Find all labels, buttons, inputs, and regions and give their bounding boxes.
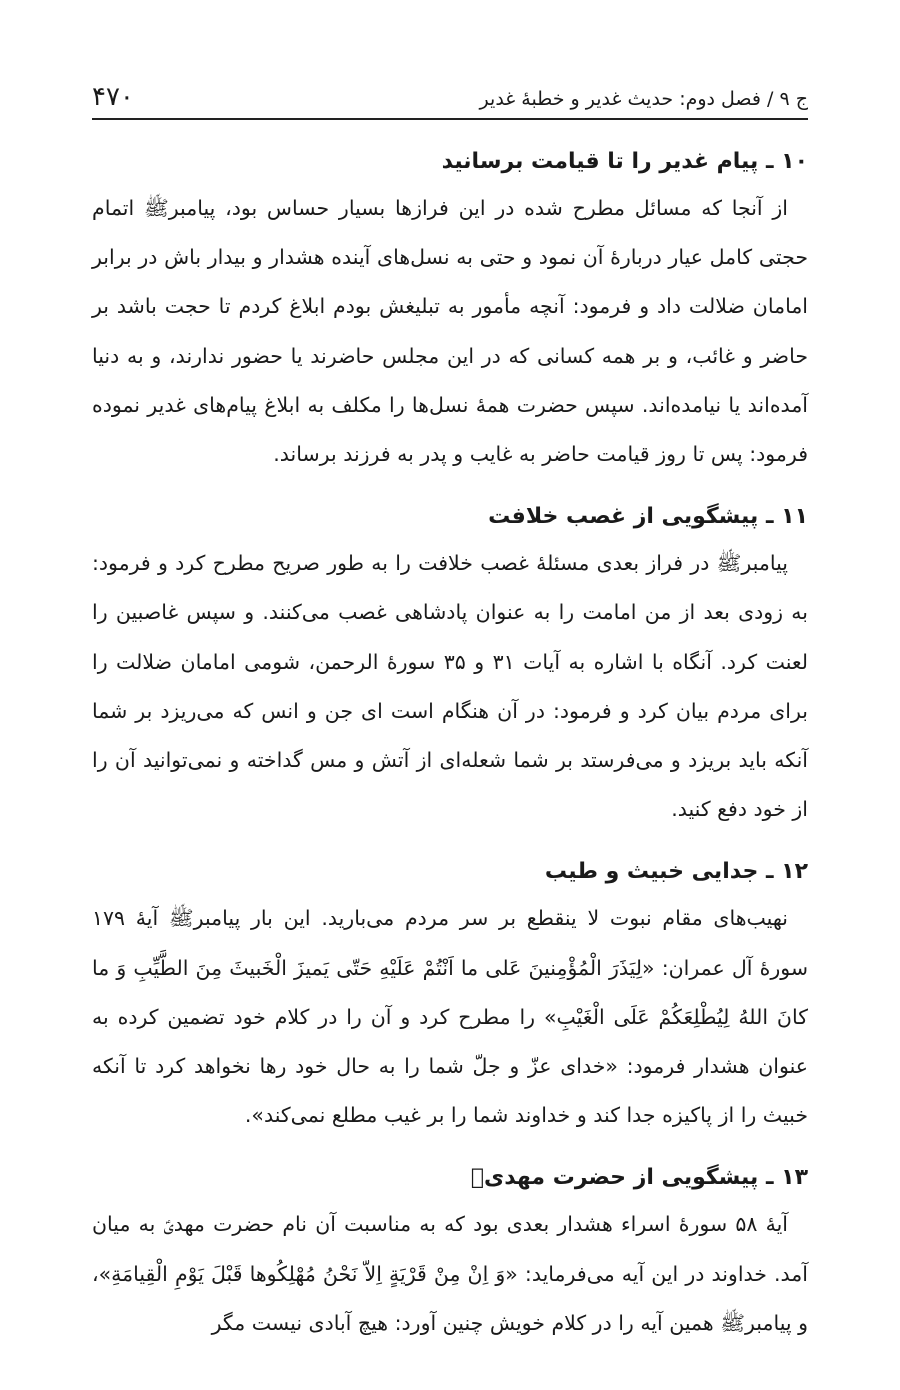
section-heading: ۱۱ ـ پیشگویی از غصب خلافت	[488, 504, 808, 530]
section-paragraph: از آنجا که مسائل مطرح شده در این فرازها بسیار حساس بود، پیامبرﷺ اتمام حجتی کامل عیار دربارهٔ آن نمود و حتی به نسل‌های آینده هشدار و بیدار باش در برابر امامان ضلالت داد و فرمود: آنچه مأمور به تبلیغش بودم ابلاغ کردم تا حجت باشد بر حاضر و غائب، و بر همه کسانی که در این مجلس حاضرند یا حضور ندارند، و به دنیا آمده‌اند یا نیامده‌اند. سپس حضرت همهٔ نسل‌ها را مکلف به ابلاغ پیام‌های غدیر نموده فرمود: پس تا روز قیامت حاضر به غایب و پدر به فرزند برساند.	[92, 196, 808, 467]
section-heading: ۱۰ ـ پیام غدیر را تا قیامت برسانید	[441, 149, 808, 174]
page-content	[92, 140, 808, 1364]
section-paragraph: پیامبرﷺ در فراز بعدی مسئلهٔ غصب خلافت را به طور صریح مطرح کرد و فرمود: به زودی بعد از من امامت را به عنوان پادشاهی غصب می‌کنند. و سپس غاصبین را لعنت کرد. آنگاه با اشاره به آیات ۳۱ و ۳۵ سورهٔ الرحمن، شومی امامان ضلالت را برای مردم بیان کرد و فرمود: در آن هنگام است ای جن و انس که می‌ریزد بر شما آنکه باید بریزد و می‌فرستد بر شما شعله‌ای از آتش و مس گداخته و نمی‌توانید آن را از خود دفع کنید.	[92, 551, 809, 822]
section-heading: ۱۲ ـ جدایی خبیث و طیب	[544, 859, 808, 885]
page-header	[92, 72, 808, 120]
section-paragraph: آیهٔ ۵۸ سورهٔ اسراء هشدار بعدی بود که به مناسبت آن نام حضرت مهدیؑ به میان آمد. خداوند در این آیه می‌فرماید: «وَ اِنْ مِنْ قَرْيَةٍ اِلاّ نَحْنُ مُهْلِكُوها قَبْلَ يَوْمِ الْقِيامَةِ»، و پیامبرﷺ همین آیه را در کلام خویش چنین آورد: هیچ آبادی نیست مگر	[92, 1212, 808, 1335]
section-11	[92, 495, 808, 834]
section-heading: ۱۳ ـ پیشگویی از حضرت مهدیؑ	[470, 1165, 808, 1191]
section-10	[92, 140, 808, 479]
section-paragraph: نهیب‌های مقام نبوت لا ینقطع بر سر مردم می‌بارید. این بار پیامبرﷺ آیهٔ ۱۷۹ سورهٔ آل عمران: «لِيَذَرَ الْمُؤْمِنينَ عَلى ما اَنْتُمْ عَلَيْهِ حَتّى يَميزَ الْخَبيثَ مِنَ الطَّيِّبِ وَ ما كانَ اللهُ لِيُطْلِعَكُمْ عَلَى الْغَيْبِ» را مطرح کرد و آن را در کلام خود تضمین کرده به عنوان هشدار فرمود: «خدای عزّ و جلّ شما را به حال خود رها نخواهد کرد تا آنکه خبیث را از پاکیزه جدا کند و خداوند شما را بر غیب مطلع نمی‌کند».	[92, 906, 808, 1128]
page-number: ۴۷۰	[92, 82, 134, 112]
section-12	[92, 850, 808, 1140]
section-13	[92, 1156, 808, 1348]
running-title: ج ۹ / فصل دوم: حدیث غدیر و خطبهٔ غدیر	[479, 88, 808, 110]
